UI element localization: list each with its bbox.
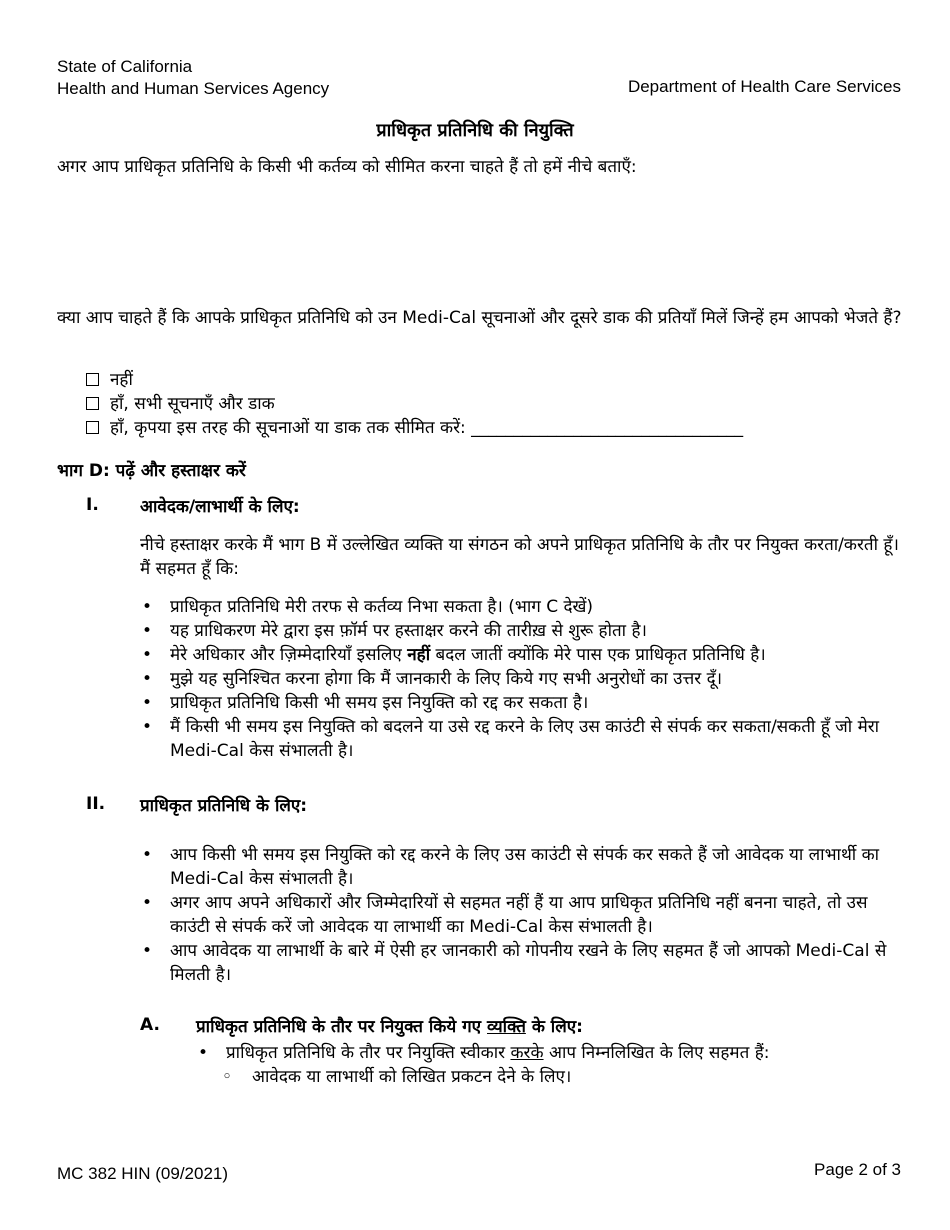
list-item: ◦ आवेदक या लाभार्थी को लिखित प्रकटन देने के लिए। bbox=[222, 1065, 912, 1089]
list-item: • आप किसी भी समय इस नियुक्ति को रद्द करने के लिए उस काउंटी से संपर्क कर सकते हैं जो आवेदक या लाभार्थी का Medi-Cal केस संभालती है। bbox=[140, 843, 910, 891]
checkbox-icon[interactable] bbox=[86, 373, 99, 386]
subsection-a-bullets bbox=[196, 1041, 916, 1065]
part-d-heading: भाग D: पढ़ें और हस्ताक्षर करें bbox=[57, 461, 246, 481]
page-number: Page 2 of 3 bbox=[814, 1160, 901, 1179]
section-2-number: II. bbox=[86, 794, 106, 814]
subsection-a-letter: A. bbox=[140, 1015, 160, 1035]
header-department: Department of Health Care Services bbox=[627, 77, 901, 96]
form-id: MC 382 HIN (09/2021) bbox=[57, 1164, 229, 1183]
header-state: State of California bbox=[57, 57, 193, 76]
option-limit[interactable]: हाँ, कृपया इस तरह की सूचनाओं या डाक तक सीमित करें: ________________________________ bbox=[86, 416, 886, 440]
header-agency bbox=[57, 56, 329, 100]
section-1-title: आवेदक/लाभार्थी के लिए: bbox=[140, 497, 300, 517]
subsection-a-title: प्राधिकृत प्रतिनिधि के तौर पर नियुक्त किये गए व्यक्ति के लिए: bbox=[196, 1017, 583, 1037]
section-1-intro: नीचे हस्ताक्षर करके मैं भाग B में उल्लेखित व्यक्ति या संगठन को अपने प्राधिकृत प्रतिनिधि के तौर पर नियुक्त करता/करती हूँ। मैं सहमत हूँ कि: bbox=[140, 535, 899, 579]
section-1-number: I. bbox=[86, 495, 99, 515]
option-all[interactable]: हाँ, सभी सूचनाएँ और डाक bbox=[86, 392, 886, 416]
list-item: • आप आवेदक या लाभार्थी के बारे में ऐसी हर जानकारी को गोपनीय रखने के लिए सहमत हैं जो आपको Medi-Cal से मिलती है। bbox=[140, 939, 910, 987]
option-no[interactable]: नहीं bbox=[86, 368, 886, 392]
subsection-a-subbullets bbox=[222, 1065, 912, 1089]
section-2-bullets bbox=[140, 843, 910, 987]
list-item: • प्राधिकृत प्रतिनिधि मेरी तरफ से कर्तव्य निभा सकता है। (भाग C देखें) bbox=[140, 595, 910, 619]
copies-options bbox=[86, 368, 886, 440]
checkbox-icon[interactable] bbox=[86, 421, 99, 434]
list-item: • मुझे यह सुनिश्चित करना होगा कि मैं जानकारी के लिए किये गए सभी अनुरोधों का उत्तर दूँ। bbox=[140, 667, 910, 691]
list-item: • प्राधिकृत प्रतिनिधि के तौर पर नियुक्ति स्वीकार करके आप निम्नलिखित के लिए सहमत हैं: bbox=[196, 1041, 916, 1065]
page-title: प्राधिकृत प्रतिनिधि की नियुक्ति bbox=[376, 120, 574, 141]
list-item: • यह प्राधिकरण मेरे द्वारा इस फ़ॉर्म पर हस्ताक्षर करने की तारीख़ से शुरू होता है। bbox=[140, 619, 910, 643]
section-1-bullets bbox=[140, 595, 910, 763]
copies-question: क्या आप चाहते हैं कि आपके प्राधिकृत प्रतिनिधि को उन Medi-Cal सूचनाओं और दूसरे डाक की प्रतियाँ मिलें जिन्हें हम आपको भेजते हैं? bbox=[57, 308, 902, 328]
limit-duties-prompt: अगर आप प्राधिकृत प्रतिनिधि के किसी भी कर्तव्य को सीमित करना चाहते हैं तो हमें नीचे बताएँ: bbox=[57, 157, 637, 177]
list-item: • मैं किसी भी समय इस नियुक्ति को बदलने या उसे रद्द करने के लिए उस काउंटी से संपर्क कर सकता/सकती हूँ जो मेरा Medi-Cal केस संभालती है। bbox=[140, 715, 910, 763]
header-agency-name: Health and Human Services Agency bbox=[57, 79, 330, 98]
checkbox-icon[interactable] bbox=[86, 397, 99, 410]
list-item: • मेरे अधिकार और ज़िम्मेदारियाँ इसलिए नहीं बदल जातीं क्योंकि मेरे पास एक प्राधिकृत प्रतिनिधि है। bbox=[140, 643, 910, 667]
list-item: • अगर आप अपने अधिकारों और जिम्मेदारियों से सहमत नहीं हैं या आप प्राधिकृत प्रतिनिधि नहीं बनना चाहते, तो उस काउंटी से संपर्क करें जो आवेदक या लाभार्थी का Medi-Cal केस संभालती है। bbox=[140, 891, 910, 939]
list-item: • प्राधिकृत प्रतिनिधि किसी भी समय इस नियुक्ति को रद्द कर सकता है। bbox=[140, 691, 910, 715]
section-2-title: प्राधिकृत प्रतिनिधि के लिए: bbox=[140, 796, 308, 816]
